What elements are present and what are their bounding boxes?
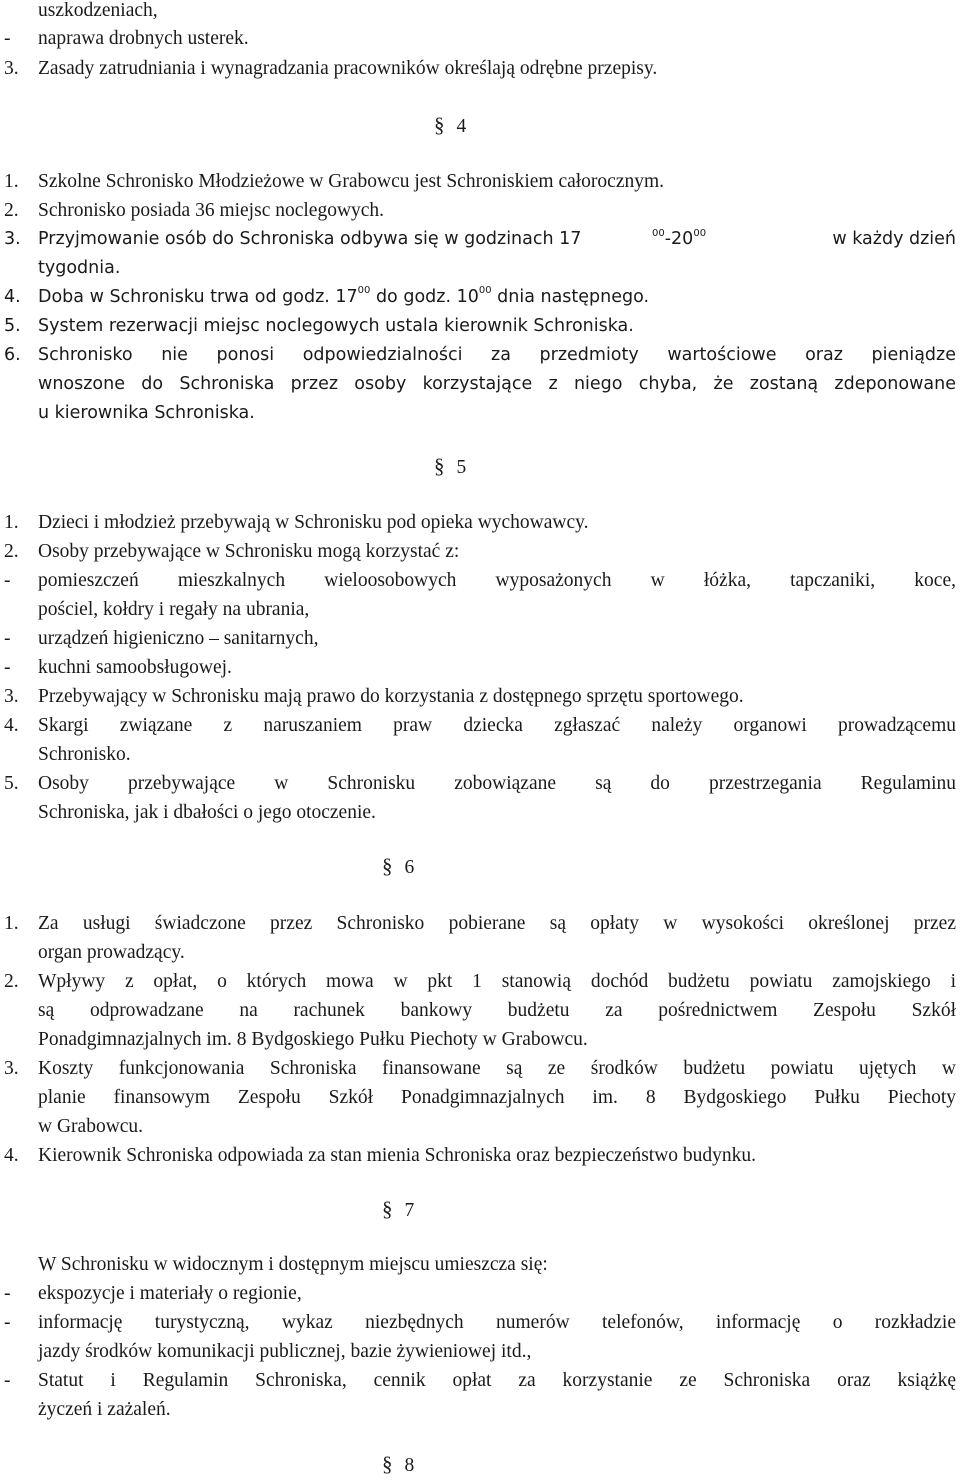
item-number: 1. xyxy=(4,913,19,934)
text: Statut i Regulamin Schroniska, cennik opłat za korzystanie ze Schroniska oraz książkę xyxy=(38,1370,956,1391)
text: Schronisko posiada 36 miejsc noclegowych. xyxy=(38,200,385,221)
text: informację turystyczną, wykaz niezbędnych numerów telefonów, informację o rozkładzie xyxy=(38,1312,956,1333)
text: Skargi związane z naruszaniem praw dziecka zgłaszać należy organowi prowadzącemu xyxy=(38,715,956,736)
item-number: 3. xyxy=(4,686,19,707)
item-number: 3. xyxy=(4,229,21,249)
dash-marker: - xyxy=(4,1312,11,1333)
superscript: 00 xyxy=(652,228,665,239)
section-heading xyxy=(434,452,466,482)
text-part: Doba w Schronisku trwa od godz. 17 xyxy=(38,287,358,307)
text-part: dnia następnego. xyxy=(491,287,650,307)
text: Przebywający w Schronisku mają prawo do korzystania z dostępnego sprzętu sportowego. xyxy=(38,686,744,707)
dash-marker: - xyxy=(4,570,11,591)
dash-marker: - xyxy=(4,1283,11,1304)
time-range xyxy=(652,225,706,254)
item-number: 4. xyxy=(4,715,19,736)
text: planie finansowym Zespołu Szkół Ponadgimnazjalnych im. 8 Bydgoskiego Pułku Piechoty xyxy=(38,1087,956,1108)
item-number: 2. xyxy=(4,971,19,992)
superscript: 00 xyxy=(693,228,707,239)
text: Ponadgimnazjalnych im. 8 Bydgoskiego Pułku Piechoty w Grabowcu. xyxy=(38,1029,588,1050)
text: Schroniska, jak i dbałości o jego otoczenie. xyxy=(38,802,376,823)
text: jazdy środków komunikacji publicznej, bazie żywieniowej itd., xyxy=(38,1341,532,1362)
text-part: Przyjmowanie osób do Schroniska odbywa się w godzinach 17 xyxy=(38,229,582,249)
item-number: 2. xyxy=(4,541,19,562)
text: u kierownika Schroniska. xyxy=(38,403,255,423)
text: organ prowadzący. xyxy=(38,942,185,963)
text: naprawa drobnych usterek. xyxy=(38,28,249,49)
item-number: 3. xyxy=(4,58,19,79)
text: Koszty funkcjonowania Schroniska finansowane są ze środków budżetu powiatu ujętych w xyxy=(38,1058,956,1079)
text: Za usługi świadczone przez Schronisko pobierane są opłaty w wysokości określonej przez xyxy=(38,913,956,934)
text: w Grabowcu. xyxy=(38,1116,144,1137)
text: ekspozycje i materiały o regionie, xyxy=(38,1283,302,1304)
text: uszkodzeniach, xyxy=(38,0,158,21)
dash-marker: - xyxy=(4,1370,11,1391)
text-part: w każdy dzień xyxy=(832,229,956,249)
item-number: 2. xyxy=(4,200,19,221)
item-number: 1. xyxy=(4,171,19,192)
text: tygodnia. xyxy=(38,258,121,278)
section-number: 4 xyxy=(456,116,467,137)
section-number: 7 xyxy=(404,1200,415,1221)
section-sign: § xyxy=(382,854,393,878)
section-heading xyxy=(434,111,466,141)
item-number: 1. xyxy=(4,512,19,533)
superscript: 00 xyxy=(357,285,371,296)
text: Wpływy z opłat, o których mowa w pkt 1 stanowią dochód budżetu powiatu zamojskiego i xyxy=(38,971,956,992)
item-number: 3. xyxy=(4,1058,19,1079)
dash-marker: - xyxy=(4,628,11,649)
text: Zasady zatrudniania i wynagradzania pracowników określają odrębne przepisy. xyxy=(38,58,658,79)
text: Dzieci i młodzież przebywają w Schronisku pod opieka wychowawcy. xyxy=(38,512,589,533)
section-number: 5 xyxy=(456,457,467,478)
text-end xyxy=(780,225,956,254)
text: urządzeń higieniczno – sanitarnych, xyxy=(38,628,319,649)
section-sign: § xyxy=(434,113,445,137)
dash-marker: - xyxy=(4,657,11,678)
section-number: 8 xyxy=(404,1455,415,1476)
text: Szkolne Schronisko Młodzieżowe w Grabowcu jest Schroniskiem całorocznym. xyxy=(38,171,665,192)
text-part: do godz. 10 xyxy=(370,287,479,307)
text: W Schronisku w widocznym i dostępnym miejscu umieszcza się: xyxy=(38,1254,548,1275)
item-number: 5. xyxy=(4,316,21,336)
text: Osoby przebywające w Schronisku zobowiązane są do przestrzegania Regulaminu xyxy=(38,773,956,794)
text: pomieszczeń mieszkalnych wieloosobowych wyposażonych w łóżka, tapczaniki, koce, xyxy=(38,570,956,591)
superscript: 00 xyxy=(478,285,492,296)
dash-marker: - xyxy=(4,28,11,49)
text: Osoby przebywające w Schronisku mogą korzystać z: xyxy=(38,541,460,562)
section-heading xyxy=(382,1195,414,1225)
section-sign: § xyxy=(382,1197,393,1221)
text: System rezerwacji miejsc noclegowych ustala kierownik Schroniska. xyxy=(38,316,634,336)
text: Kierownik Schroniska odpowiada za stan mienia Schroniska oraz bezpieczeństwo budynku. xyxy=(38,1145,757,1166)
text: pościel, kołdry i regały na ubrania, xyxy=(38,599,310,620)
text: Schronisko nie ponosi odpowiedzialności za przedmioty wartościowe oraz pieniądze xyxy=(38,345,956,365)
item-number: 4. xyxy=(4,1145,19,1166)
item-number: 6. xyxy=(4,345,21,365)
text: są odprowadzane na rachunek bankowy budżetu za pośrednictwem Zespołu Szkół xyxy=(38,1000,956,1021)
section-heading xyxy=(382,1450,414,1480)
text-part: -20 xyxy=(664,229,694,249)
section-heading xyxy=(382,852,414,882)
text: życzeń i zażaleń. xyxy=(38,1399,171,1420)
text: Schronisko. xyxy=(38,744,131,765)
text: wnoszone do Schroniska przez osoby korzystające z niego chyba, że zostaną zdeponowane xyxy=(38,374,956,394)
section-number: 6 xyxy=(404,857,415,878)
item-number: 5. xyxy=(4,773,19,794)
text xyxy=(38,283,649,312)
item-number: 4. xyxy=(4,287,21,307)
section-sign: § xyxy=(382,1452,393,1476)
text: kuchni samoobsługowej. xyxy=(38,657,232,678)
section-sign: § xyxy=(434,454,445,478)
